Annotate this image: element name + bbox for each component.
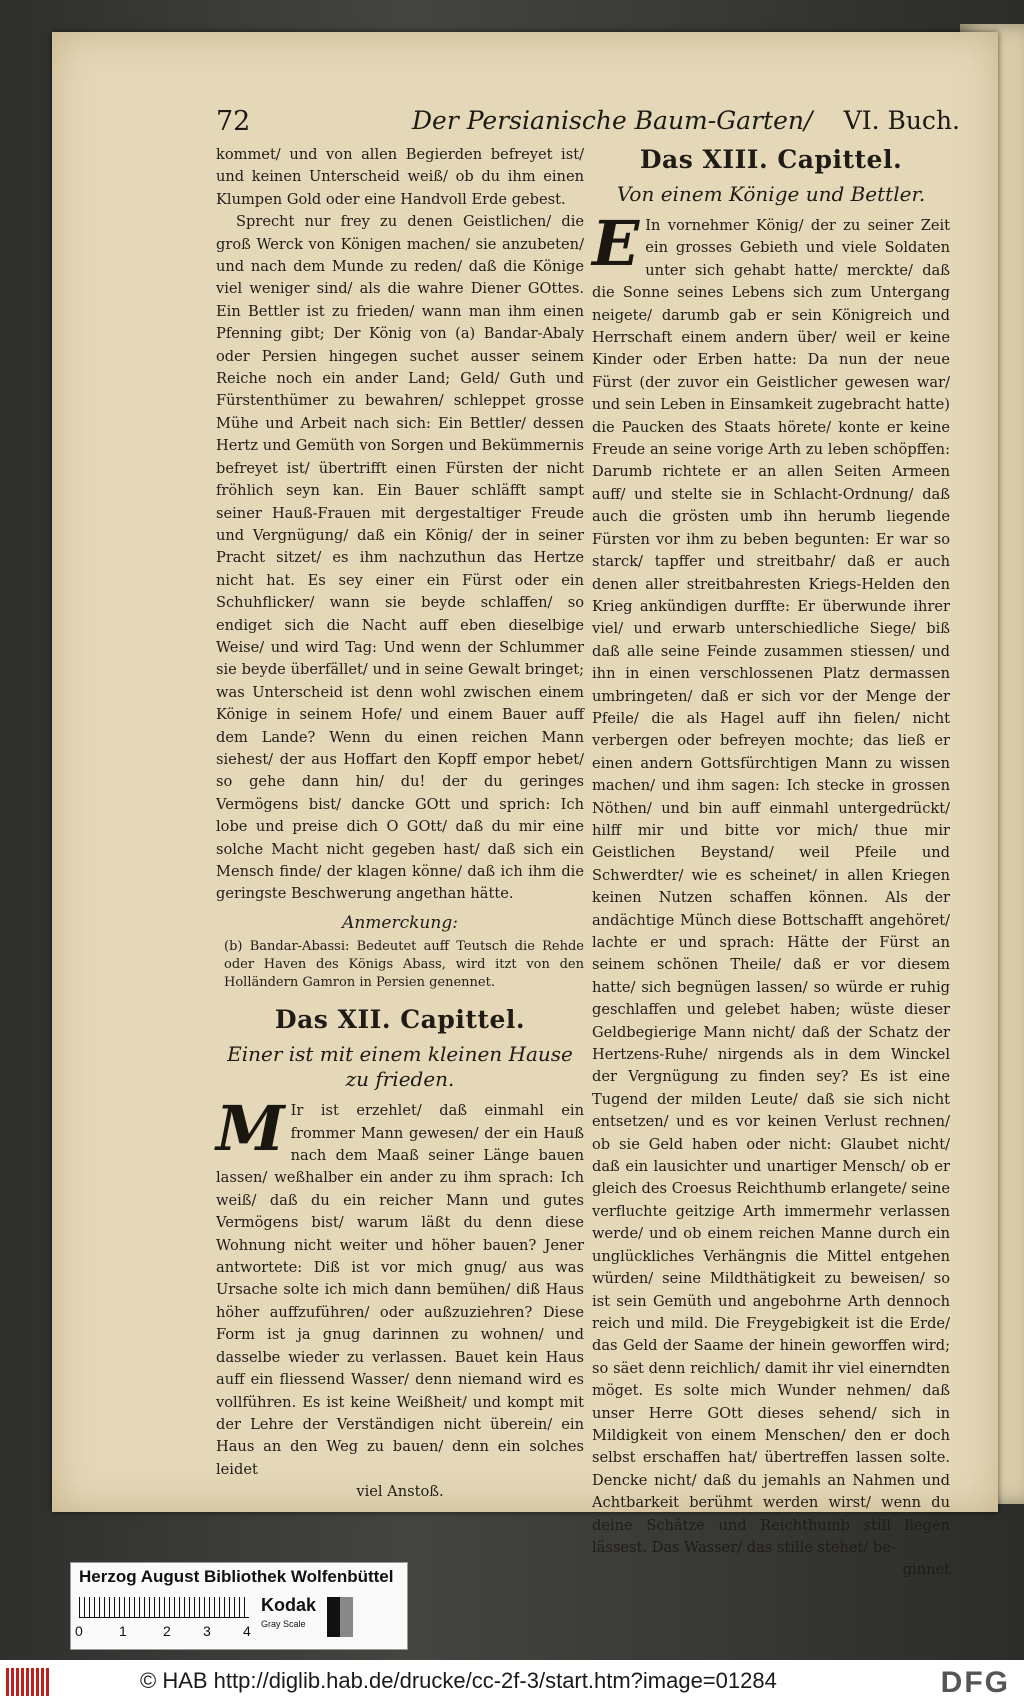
chapter-13-text [592, 207, 950, 1559]
credit-link[interactable]: © HAB http://diglib.hab.de/drucke/cc-2f-3/start.htm?image=01284 [140, 1668, 777, 1693]
catchword: ginnet [902, 1561, 950, 1579]
scale-number: 2 [163, 1623, 171, 1639]
chapter-12-title: Einer ist mit einem kleinen Hause zu frieden. [227, 1042, 573, 1092]
chapter-12-end: viel Anstoß. [356, 1483, 444, 1501]
drop-cap: M [216, 1092, 285, 1166]
footer-bar [0, 1660, 1024, 1704]
dfg-logo: DFG [940, 1666, 1010, 1699]
book-label: VI. Buch. [843, 106, 960, 135]
grayscale-label: Gray Scale [261, 1619, 306, 1629]
note-heading: Anmerckung: [342, 912, 458, 933]
ruler-scale [79, 1597, 249, 1618]
chapter-13-heading: Das XIII. Capittel. [639, 145, 903, 174]
scale-number: 0 [75, 1623, 83, 1639]
page-number: 72 [216, 106, 251, 137]
running-title: Der Persianische Baum-Garten/ [412, 106, 813, 135]
left-column [216, 144, 584, 1504]
kodak-logo: Kodak [261, 1595, 317, 1615]
drop-cap: E [592, 207, 640, 280]
paragraph: Sprecht nur frey zu denen Geistlichen/ die groß Werck von Königen machen/ sie anzubeten/ und nach dem Munde zu reden/ daß die Könige viel weniger sind/ als die wahre Diener GOttes. Ein Bettler ist zu frieden/ wann man ihm einen Pfenning gibt; Der König von (a) Bandar-Abaly oder Persien hingegen suchet ausser seinem Reiche noch ein ander Land; Geld/ Guth und Fürstenthümer zu bewahren/ schleppet grosse Mühe und Arbeit nach sich: Ein Bettler/ dessen Hertz und Gemüth von Sorgen und Bekümmernis befreyet ist/ übertrifft einen Fürsten der nicht fröhlich seyn kan. Ein Bauer schläfft sampt seiner Hauß-Frauen mit dergestaltiger Freude und Vergnügung/ daß ein König/ der in seiner Pracht sitzet/ es ihm nachzuthun das Hertze nicht hat. Es sey einer ein Fürst oder ein Schuhflicker/ wann sie beyde schlaffen/ so endiget sich die Nacht auff eben dieselbige Weise/ und wird Tag: Und wenn der Schlummer sie beyde überfället/ und in seine Gewalt bringet; was Unterscheid ist denn wohl zwischen einem Könige in seinem Hofe/ und einem Bauer auff dem Lande? Wenn du einen reichen Mann siehest/ der aus Hoffart den Kopff empor hebet/ so gehe dann hin/ du! der du geringes Vermögens bist/ dancke GOtt und sprich: Ich lobe und preise dich O GOtt/ daß du mir eine solche Macht nicht gegeben hast/ daß sich ein Mensch finde/ der klagen könne/ daß ich ihm die geringste Beschwerung angethan hätte. [216, 213, 584, 903]
footnote: (b) Bandar-Abassi: Bedeutet auff Teutsch die Rehde oder Haven des Königs Abass, wird itzt von den Holländern Gamron in Persien genennet. [224, 939, 584, 991]
gray-patch [327, 1597, 353, 1637]
chapter-12-body: Ir ist erzehlet/ daß einmahl ein frommer Mann gewesen/ der ein Hauß nach dem Maaß seiner Länge bauen lassen/ weßhalber ein ander zu ihm sprach: Ich weiß/ daß du ein reicher Mann und gutes Vermögens bist/ warum läßt du denn diese Wohnung nicht weiter und höher bauen? Jener antwortete: Diß ist vor mich gnug/ aus was Ursache solte ich mich dann bemühen/ diß Haus höher auffzuführen/ oder außzuziehren? Diese Form ist ja gnug darinnen zu wohnen/ und dasselbe wieder zu verlassen. Bauet kein Haus auff ein fliessend Wasser/ denn niemand wird es vollführen. Es ist keine Weißheit/ und kompt mit der Lehre der Verständigen nicht überein/ ein Haus an den Weg zu bauen/ denn ein solches leidet [216, 1102, 584, 1478]
chapter-12-heading: Das XII. Capittel. [274, 1005, 526, 1035]
scale-number: 3 [203, 1623, 211, 1639]
colour-card [70, 1562, 408, 1650]
page-header [216, 106, 960, 140]
institution-name: Herzog August Bibliothek Wolfenbüttel [79, 1567, 394, 1586]
chapter-13-body: In vornehmer König/ der zu seiner Zeit ein grosses Gebieth und viele Soldaten unter sich gehabt hatte/ merckte/ daß die Sonne seines Lebens sich zum Untergang neigete/ darumb gab er sein Königreich und Herrschaft einem andern über/ weil er keine Kinder oder Erben hatte: Da nun der neue Fürst (der zuvor ein Geistlicher gewesen war/ und sein Leben in Einsamkeit zugebracht hatte) die Paucken des Staats hörete/ konte er keine Freude an seine vorige Arth zu leben schöpffen: Darumb richtete er an allen Seiten Armeen auff/ und stelte sie in Schlacht-Ordnung/ daß auch die grösten umb ihn herumb liegende Fürsten vor ihm zu beben begunten: Er war so starck/ tapffer und streitbahr/ daß er auch denen aller streitbahresten Kriegs-Helden den Krieg ankündigen durffte: Er überwunde ihrer viel/ und erwarb unterschiedliche Siege/ biß daß alle seine Feinde zusammen stiessen/ und ihn in einen verschlossenen Platz dermassen umbringeten/ daß er sich vor der Menge der Pfeile/ die als Hagel auff ihn fielen/ nicht verbergen oder befreyen mochte; das ließ er einen andern Gottsfürchtigen Mann zu wissen machen/ und ihm sagen: Ich stecke in grossen Nöthen/ und bin auff einmahl untergedrückt/ hilff mir und bitte vor mich/ thue mir Geistlichen Beystand/ weil Pfeile und Schwerdter/ wie es scheinet/ in allen Kriegen keinen Nutzen schaffen können. Als der andächtige Münch diese Bottschafft angehöret/ lachte er und sprach: Hätte der Fürst an seinem schönen Theile/ daß er vor diesem hatte/ sich begnügen lassen/ so würde er ruhig geschlaffen und gelebet haben; wüste dieser Geldbegierige Mann nicht/ daß der Schatz der Hertzens-Ruhe/ nirgends als in dem Winckel der Vergnügung zu finden sey? Es ist eine Tugend der milden Leute/ daß sie sich nicht entsetzen/ und es vor keinen Verlust rechnen/ ob sie Geld haben oder nicht: Glaubet nicht/ daß ein lausichter und unartiger Mensch/ ob er gleich des Croesus Reichthumb erlangete/ seine verfluchte geitzige Arth immermehr verlassen werde/ und ob einem reichen Manne durch ein unglückliches Verhängnis die Mittel entgehen würden/ seine Mildthätigkeit zu beweisen/ so ist sein Gemüth und angebohrne Arth dennoch reich und mild. Die Freygebigkeit ist die Erde/ das Geld der Saame der hinein geworffen wird; so säet denn reichlich/ damit ihr viel einerndten möget. Es solte mich Wunder nehmen/ daß unser Herre GOtt dieses sehend/ sich in Mildigkeit von einem Menschen/ den er doch selbst erschaffen hat/ übertreffen lassen solte. Dencke nicht/ daß du jemahls an Nahmen und Achtbarkeit berühmt werden wirst/ wenn du deine Schätze und Reichthumb still liegen lässest. Das Wasser/ das stille stehet/ be- [592, 217, 950, 1556]
scale-number: 4 [243, 1623, 251, 1639]
right-column [592, 144, 950, 1582]
chapter-12-text [216, 1092, 584, 1481]
hab-logo-icon [6, 1668, 50, 1696]
continuation-text: kommet/ und von allen Begierden befreyet ist/ und keinen Unterscheid weiß/ ob du ihm einen Klumpen Gold oder eine Handvoll Erde gebest. [216, 146, 584, 208]
scale-number: 1 [119, 1623, 127, 1639]
chapter-13-title: Von einem Könige und Bettler. [616, 182, 926, 206]
